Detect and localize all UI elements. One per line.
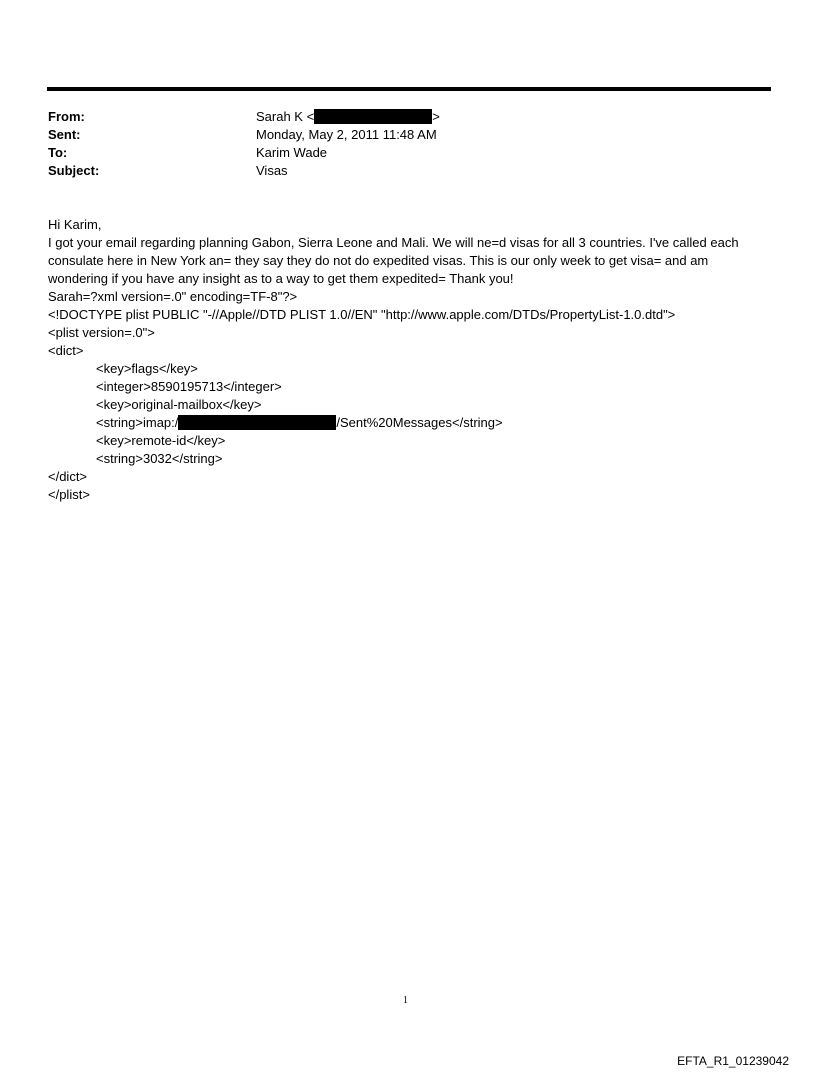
- imap-suffix: /Sent%20Messages</string>: [336, 415, 503, 430]
- plist-string-remote: <string>3032</string>: [96, 451, 223, 466]
- imap-prefix: <string>imap:/: [96, 415, 179, 430]
- document-id: EFTA_R1_01239042: [677, 1054, 789, 1068]
- to-label: To:: [48, 145, 68, 160]
- redacted-email: [314, 109, 432, 124]
- subject-value: Visas: [256, 163, 288, 178]
- from-name: Sarah K <: [256, 109, 315, 124]
- to-row: [48, 144, 440, 162]
- body-line: <plist version=.0">: [48, 325, 155, 340]
- plist-integer: <integer>8590195713</integer>: [96, 379, 282, 394]
- sent-row: [48, 126, 440, 144]
- subject-label: Subject:: [48, 163, 100, 178]
- to-value: Karim Wade: [256, 145, 328, 160]
- from-row: [48, 108, 440, 126]
- body-line: Sarah=?xml version=.0" encoding=TF-8"?>: [48, 289, 298, 304]
- from-close: >: [432, 109, 440, 124]
- dict-close: </dict>: [48, 469, 88, 484]
- from-value: [256, 108, 440, 126]
- plist-key-mailbox: <key>original-mailbox</key>: [96, 397, 262, 412]
- email-header: [48, 108, 440, 180]
- sent-label: Sent:: [48, 127, 81, 142]
- from-label: From:: [48, 109, 85, 124]
- body-line: <dict>: [48, 343, 84, 358]
- body-line: wondering if you have any insight as to a way to get them expedited= Thank you!: [48, 271, 514, 286]
- body-line: consulate here in New York an= they say they do not do expedited visas. This is our only week to get visa= and am: [48, 253, 709, 268]
- email-body: [48, 216, 773, 504]
- plist-close: </plist>: [48, 487, 90, 502]
- sent-value: Monday, May 2, 2011 11:48 AM: [256, 127, 437, 142]
- plist-key-remote: <key>remote-id</key>: [96, 433, 226, 448]
- greeting: Hi Karim,: [48, 217, 102, 232]
- plist-key-flags: <key>flags</key>: [96, 361, 198, 376]
- subject-row: [48, 162, 440, 180]
- body-line: I got your email regarding planning Gabon, Sierra Leone and Mali. We will ne=d visas for all 3 countries. I've called each: [48, 235, 739, 250]
- redacted-path: [178, 415, 336, 430]
- plist-string-mailbox: [48, 414, 773, 432]
- body-line: <!DOCTYPE plist PUBLIC "-//Apple//DTD PLIST 1.0//EN" "http://www.apple.com/DTDs/PropertyList-1.0.dtd">: [48, 307, 676, 322]
- top-rule: [47, 87, 771, 91]
- page-number: 1: [403, 995, 408, 1006]
